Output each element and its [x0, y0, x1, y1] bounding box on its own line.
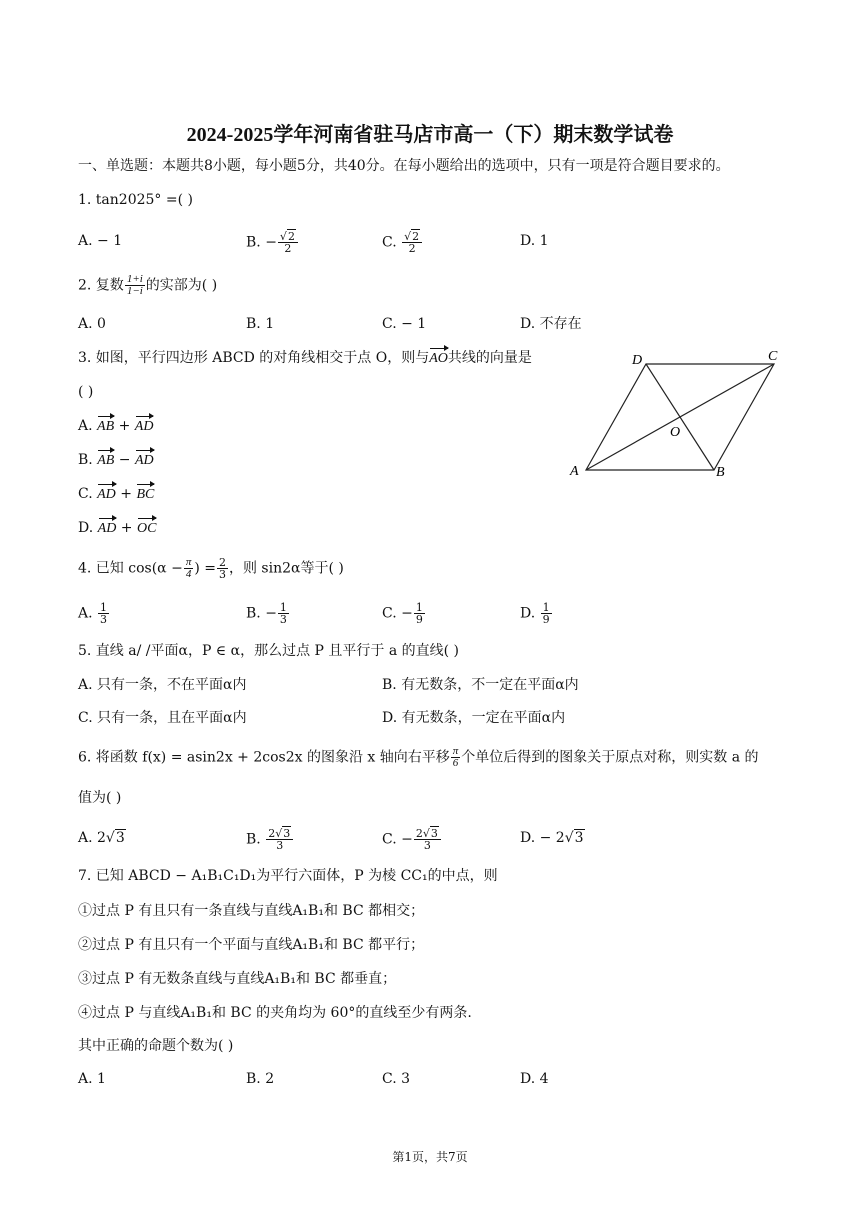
diagonal-bd	[646, 364, 714, 470]
q4-option-c: C. − $\frac{1}{9}$	[382, 601, 423, 626]
q2-option-b: B. 1	[246, 316, 275, 332]
q3-option-b: B. AB − AD	[78, 450, 154, 471]
q5-option-b: B. 有无数条，不一定在平面α内	[382, 677, 579, 693]
label-o: O	[670, 425, 681, 440]
q6-option-d: D. − 2√3	[520, 830, 584, 846]
q3-option-c: C. AD + BC	[78, 484, 154, 505]
question-1-stem: 1. tan2025° =( )	[78, 192, 193, 208]
q7-ask: 其中正确的命题个数为( )	[78, 1038, 234, 1054]
question-6-stem: 6. 将函数 f(x) = asin2x + 2cos2x 的图象沿 x 轴向右平移 $\frac{\pi}{6}$ 个单位后得到的图象关于原点对称，则实数 a 的	[78, 745, 759, 769]
q3-option-d: D. AD + OC	[78, 518, 156, 539]
q7-option-a: A. 1	[78, 1071, 106, 1087]
q1-option-a: A. − 1	[78, 233, 123, 249]
q4-option-a: A. $\frac{1}{3}$	[78, 601, 108, 626]
question-6-stem-line2: 值为( )	[78, 790, 122, 806]
q5-option-d: D. 有无数条，一定在平面α内	[382, 710, 566, 726]
question-3-paren: ( )	[78, 384, 94, 400]
label-d: D	[632, 353, 643, 368]
question-5-stem: 5. 直线 a/ /平面α，P ∈ α，那么过点 P 且平行于 a 的直线( )	[78, 643, 460, 659]
q7-statement-4: ④过点 P 与直线A₁B₁和 BC 的夹角均为 60°的直线至少有两条.	[78, 1005, 472, 1021]
q5-option-a: A. 只有一条，不在平面α内	[78, 677, 247, 693]
q2-option-c: C. − 1	[382, 316, 427, 332]
q2-option-d: D. 不存在	[520, 316, 582, 332]
q6-option-a: A. 2√3	[78, 830, 125, 846]
q7-option-c: C. 3	[382, 1071, 411, 1087]
q4-option-b: B. − $\frac{1}{3}$	[246, 601, 287, 626]
q4-option-d: D. $\frac{1}{9}$	[520, 601, 550, 626]
q2-option-a: A. 0	[78, 316, 106, 332]
question-3-stem: 3. 如图，平行四边形 ABCD 的对角线相交于点 O，则与AO共线的向量是	[78, 348, 532, 369]
q7-statement-1: ①过点 P 有且只有一条直线与直线A₁B₁和 BC 都相交；	[78, 903, 425, 919]
q6-option-c: C. − $\frac{2√3}{3}$	[382, 828, 442, 851]
label-b: B	[716, 465, 725, 480]
q1-option-c: C. $\frac{√2}{2}$	[382, 231, 423, 254]
q6-option-b: B. $\frac{2√3}{3}$	[246, 828, 294, 851]
q5-option-c: C. 只有一条，且在平面α内	[78, 710, 247, 726]
label-c: C	[768, 349, 778, 364]
page-title: 2024-2025学年河南省驻马店市高一（下）期末数学试卷	[186, 124, 674, 146]
q7-option-d: D. 4	[520, 1071, 549, 1087]
q1-option-d: D. 1	[520, 233, 549, 249]
q3-option-a: A. AB + AD	[78, 416, 153, 437]
q7-option-b: B. 2	[246, 1071, 275, 1087]
page-footer: 第1页，共7页	[392, 1150, 468, 1164]
q7-statement-3: ③过点 P 有无数条直线与直线A₁B₁和 BC 都垂直；	[78, 971, 397, 987]
question-4-stem: 4. 已知 cos(α − $\frac{\pi}{4}$ ) = $\frac{2}{3}$ ，则 sin2α等于( )	[78, 556, 344, 581]
question-2-stem: 2. 复数 $\frac{1+i}{1-i}$ 的实部为( )	[78, 273, 218, 297]
q1-option-b: B. − $\frac{√2}{2}$	[246, 231, 299, 254]
q7-statement-2: ②过点 P 有且只有一个平面与直线A₁B₁和 BC 都平行；	[78, 937, 425, 953]
label-a: A	[570, 464, 579, 479]
section-heading: 一、单选题：本题共8小题，每小题5分，共40分。在每小题给出的选项中，只有一项是符合题目要求的。	[78, 158, 730, 174]
question-7-stem: 7. 已知 ABCD − A₁B₁C₁D₁为平行六面体，P 为棱 CC₁的中点，则	[78, 868, 498, 884]
parallelogram-figure	[560, 340, 790, 490]
